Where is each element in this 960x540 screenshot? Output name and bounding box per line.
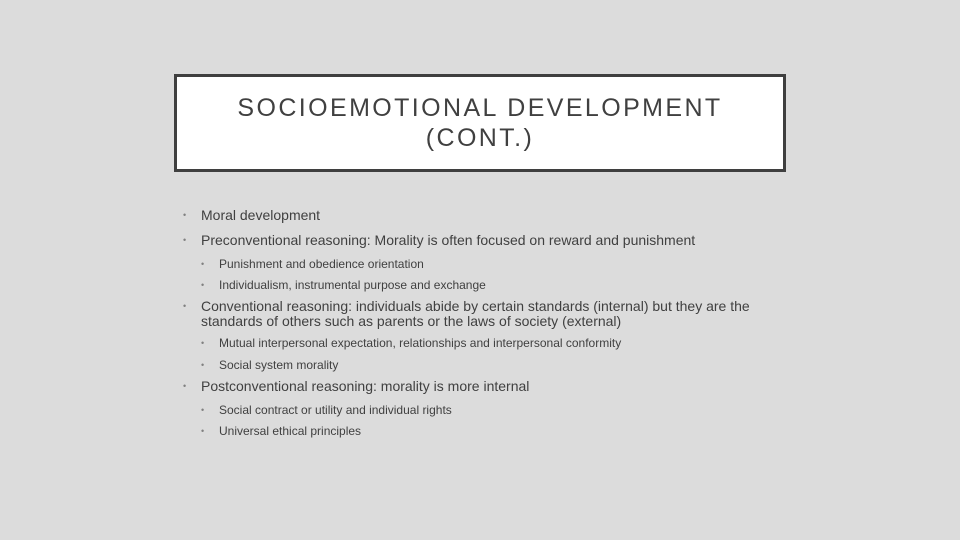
list-item-text: Preconventional reasoning: Morality is often focused on reward and punishment (201, 232, 696, 248)
bullet-icon: • (201, 280, 205, 290)
title-box (174, 74, 786, 172)
bullet-icon: • (183, 210, 187, 220)
list-item-text: Conventional reasoning: individuals abide by certain standards (internal) but they are the standards of others such as parents or the laws of society (external) (201, 298, 750, 329)
list-item-text: Moral development (201, 207, 321, 223)
bullet-icon: • (201, 259, 205, 269)
bullet-icon: • (183, 235, 187, 245)
bullet-icon: • (201, 360, 205, 370)
list-item-text: Individualism, instrumental purpose and exchange (219, 278, 486, 292)
list-item-text: Universal ethical principles (219, 424, 362, 438)
bullet-icon: • (201, 426, 205, 436)
list-item-text: Postconventional reasoning: morality is more internal (201, 378, 530, 394)
list-item-text: Mutual interpersonal expectation, relationships and interpersonal conformity (219, 336, 622, 350)
bullet-icon: • (183, 301, 187, 311)
bullet-icon: • (183, 381, 187, 391)
bullet-icon: • (201, 338, 205, 348)
list-item-text: Social system morality (219, 358, 339, 372)
list-item-text: Social contract or utility and individual rights (219, 403, 452, 417)
slide-title: SOCIOEMOTIONAL DEVELOPMENT (CONT.) (237, 94, 723, 152)
bullet-icon: • (201, 405, 205, 415)
list-item-text: Punishment and obedience orientation (219, 257, 424, 271)
